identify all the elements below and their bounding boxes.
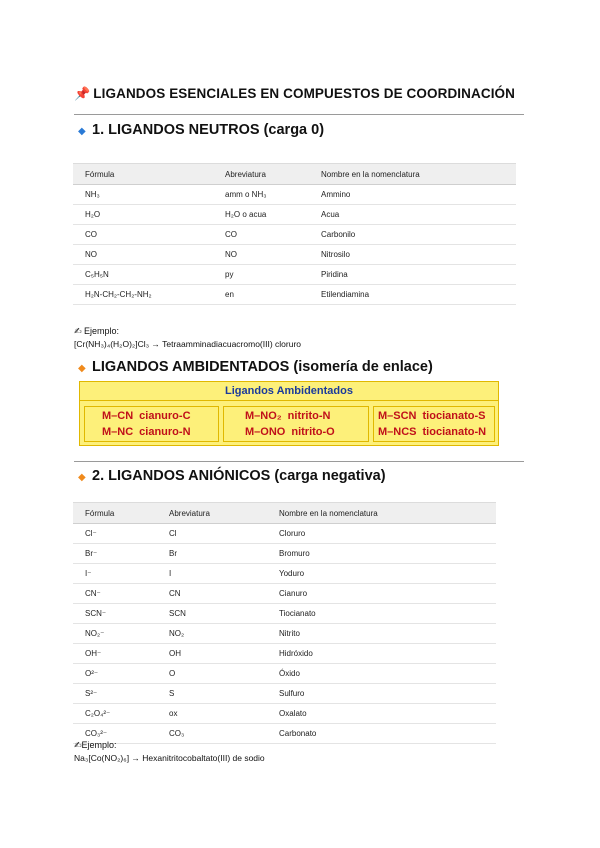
section2-heading	[78, 468, 386, 484]
table-row	[73, 684, 496, 704]
table-cell: Br	[157, 544, 267, 564]
ambidentate-entry	[245, 426, 335, 438]
table-cell: Cl	[157, 524, 267, 544]
table-cell: O	[157, 664, 267, 684]
table-row	[73, 205, 516, 225]
table-cell: I	[157, 564, 267, 584]
ambidentate-entry	[245, 410, 330, 422]
table-cell: Cianuro	[267, 584, 496, 604]
table-cell: Acua	[309, 205, 516, 225]
example1-label: ✍ Ejemplo:	[74, 326, 120, 336]
ambidentate-formula: M–NC	[102, 426, 134, 438]
table-cell: Óxido	[267, 664, 496, 684]
table-cell: Cl⁻	[73, 524, 157, 544]
table-cell: I⁻	[73, 564, 157, 584]
page-title-text: LIGANDOS ESENCIALES EN COMPUESTOS DE COORDINACIÓN	[93, 86, 515, 101]
table-cell: Ammino	[309, 185, 516, 205]
divider	[74, 461, 524, 462]
table-row	[73, 564, 496, 584]
table-cell: NH₃	[73, 185, 213, 205]
table-cell: Etilendiamina	[309, 285, 516, 305]
example2-label: ✍Ejemplo:	[74, 740, 117, 750]
section1-heading-text: 1. LIGANDOS NEUTROS (carga 0)	[92, 122, 325, 138]
table-cell: Oxalato	[267, 704, 496, 724]
table-cell: H₂O o acua	[213, 205, 309, 225]
table-cell: Nitrosilo	[309, 245, 516, 265]
diamond-icon: ◆	[78, 363, 86, 374]
column-header: Fórmula	[73, 503, 157, 524]
table-cell: C₅H₅N	[73, 265, 213, 285]
ambidentate-formula: M–NCS	[378, 426, 417, 438]
table-row	[73, 604, 496, 624]
ambidentate-heading-text: LIGANDOS AMBIDENTADOS (isomería de enlace)	[92, 359, 433, 375]
page-title	[74, 86, 515, 102]
table-cell: SCN⁻	[73, 604, 157, 624]
table-cell: NO₂	[157, 624, 267, 644]
ambidentate-formula: M–CN	[102, 410, 134, 422]
table-row	[73, 664, 496, 684]
ambidentate-heading	[78, 359, 433, 375]
table-cell: S²⁻	[73, 684, 157, 704]
table-header-row	[73, 164, 516, 185]
table-cell: Br⁻	[73, 544, 157, 564]
table-cell: CO	[73, 225, 213, 245]
table-cell: H₂N-CH₂-CH₂-NH₂	[73, 285, 213, 305]
table-cell: Hidróxido	[267, 644, 496, 664]
table-row	[73, 285, 516, 305]
table-cell: Bromuro	[267, 544, 496, 564]
table-cell: Carbonilo	[309, 225, 516, 245]
table-cell: OH	[157, 644, 267, 664]
neutral-ligands-table	[73, 163, 516, 305]
example2-text: Na₃[Co(NO₂)₆] → Hexanitritocobaltato(III) de sodio	[74, 753, 265, 763]
table-row	[73, 624, 496, 644]
section1-heading	[78, 122, 324, 138]
table-cell: SCN	[157, 604, 267, 624]
table-cell: S	[157, 684, 267, 704]
table-cell: CN⁻	[73, 584, 157, 604]
table-cell: Piridina	[309, 265, 516, 285]
table-cell: CO₃²⁻	[73, 724, 157, 744]
ambidentate-name: tiocianato-S	[422, 410, 486, 422]
table-row	[73, 245, 516, 265]
ambidentate-group-thiocyanate	[373, 406, 495, 442]
table-row	[73, 544, 496, 564]
ambidentate-group-cyanide	[84, 406, 219, 442]
ambidentate-name: cianuro-C	[139, 410, 191, 422]
ambidentate-name: tiocianato-N	[422, 426, 487, 438]
ambidentate-group-nitrite	[223, 406, 369, 442]
table-row	[73, 584, 496, 604]
divider	[74, 114, 524, 115]
pushpin-icon: 📌	[74, 86, 91, 101]
table-row	[73, 185, 516, 205]
column-header: Nombre en la nomenclatura	[309, 164, 516, 185]
table-cell: ox	[157, 704, 267, 724]
table-cell: O²⁻	[73, 664, 157, 684]
table-cell: Carbonato	[267, 724, 496, 744]
table-row	[73, 265, 516, 285]
table-row	[73, 524, 496, 544]
ambidentate-formula: M–SCN	[378, 410, 417, 422]
table-cell: CO₃	[157, 724, 267, 744]
table-cell: Nitrito	[267, 624, 496, 644]
diamond-icon: ◆	[78, 472, 86, 483]
ambidentate-box-title: Ligandos Ambidentados	[80, 382, 498, 401]
ambidentate-name: cianuro-N	[139, 426, 191, 438]
table-cell: NO	[73, 245, 213, 265]
table-cell: Yoduro	[267, 564, 496, 584]
anionic-ligands-table	[73, 502, 496, 744]
table-cell: py	[213, 265, 309, 285]
ambidentate-entry	[102, 426, 191, 438]
section2-heading-text: 2. LIGANDOS ANIÓNICOS (carga negativa)	[92, 468, 386, 484]
table-cell: Cloruro	[267, 524, 496, 544]
ambidentate-entry	[378, 410, 485, 422]
ambidentate-formula: M–ONO	[245, 426, 286, 438]
diamond-icon: ◆	[78, 126, 86, 137]
table-row	[73, 704, 496, 724]
table-cell: NO	[213, 245, 309, 265]
table-cell: OH⁻	[73, 644, 157, 664]
example1-text: [Cr(NH₃)₄(H₂O)₂]Cl₃ → Tetraamminadiacuacromo(III) cloruro	[74, 339, 302, 349]
ambidentate-box	[79, 381, 499, 446]
column-header: Fórmula	[73, 164, 213, 185]
ambidentate-name: nitrito-O	[291, 426, 335, 438]
table-cell: amm o NH₃	[213, 185, 309, 205]
table-cell: Sulfuro	[267, 684, 496, 704]
table-cell: H₂O	[73, 205, 213, 225]
ambidentate-formula: M–NO₂	[245, 410, 282, 422]
table-row	[73, 724, 496, 744]
ambidentate-name: nitrito-N	[287, 410, 331, 422]
table-cell: CO	[213, 225, 309, 245]
table-cell: en	[213, 285, 309, 305]
table-cell: NO₂⁻	[73, 624, 157, 644]
column-header: Abreviatura	[157, 503, 267, 524]
ambidentate-entry	[378, 426, 486, 438]
table-cell: CN	[157, 584, 267, 604]
column-header: Nombre en la nomenclatura	[267, 503, 496, 524]
table-cell: C₂O₄²⁻	[73, 704, 157, 724]
column-header: Abreviatura	[213, 164, 309, 185]
ambidentate-entry	[102, 410, 191, 422]
table-cell: Tiocianato	[267, 604, 496, 624]
table-row	[73, 225, 516, 245]
table-header-row	[73, 503, 496, 524]
table-row	[73, 644, 496, 664]
